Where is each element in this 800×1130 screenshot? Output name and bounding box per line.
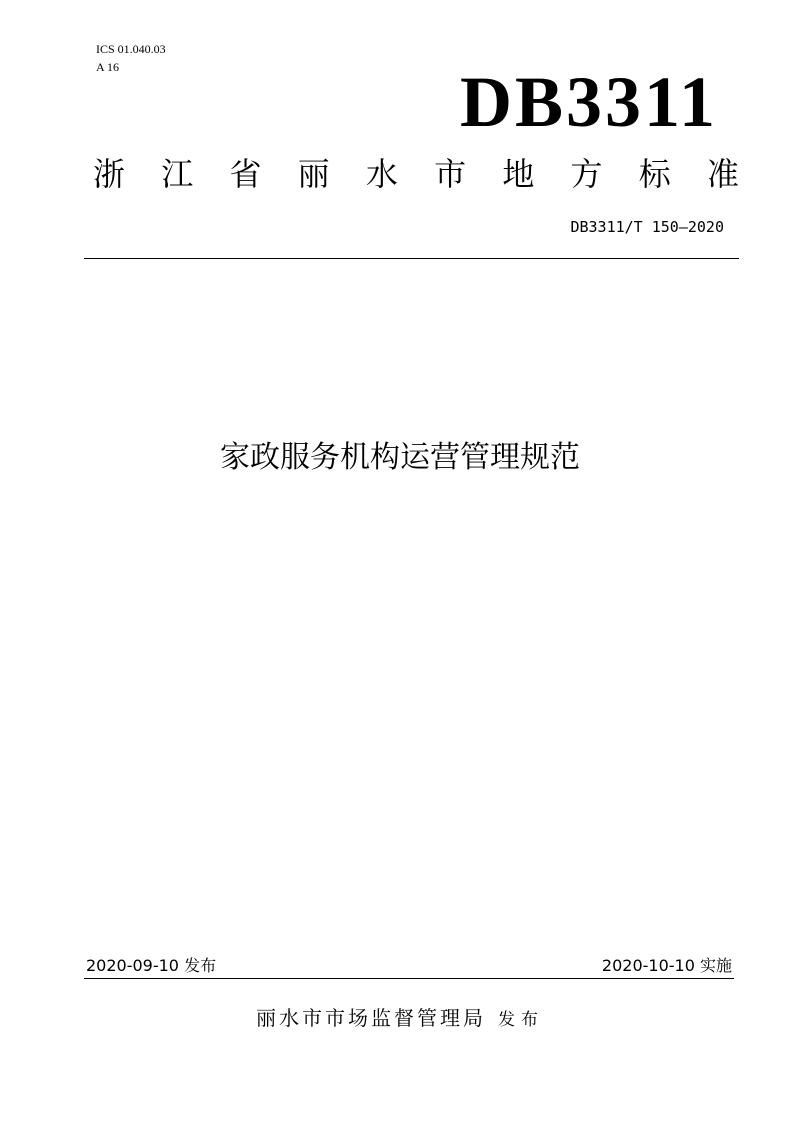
standard-type-char: 水 [365,155,398,193]
class-code: A 16 [96,60,120,74]
publisher-name: 丽水市市场监督管理局 [256,1006,486,1030]
standard-code: DB3311 [459,62,718,142]
standard-type-char: 丽 [297,155,330,193]
classification-block [96,40,166,76]
publisher-line [0,1004,800,1034]
standard-number: DB3311/T 150—2020 [570,218,724,236]
standard-type-char: 标 [638,155,671,193]
header-divider [84,258,739,259]
footer-divider [84,978,734,979]
release-date: 2020-09-10 发布 [86,956,217,975]
standard-type-char: 浙 [93,155,126,193]
standard-type-char: 江 [161,155,194,193]
implementation-date: 2020-10-10 实施 [601,956,732,975]
standard-type-char: 准 [706,155,739,193]
publish-label: 发布 [498,1010,544,1030]
standard-type-char: 省 [229,155,262,193]
document-title: 家政服务机构运营管理规范 [220,440,580,475]
ics-code: ICS 01.040.03 [96,42,166,56]
standard-type-char: 市 [434,155,467,193]
standard-type-char: 地 [502,155,535,193]
standard-type-char: 方 [570,155,603,193]
standard-type-heading [93,152,739,196]
